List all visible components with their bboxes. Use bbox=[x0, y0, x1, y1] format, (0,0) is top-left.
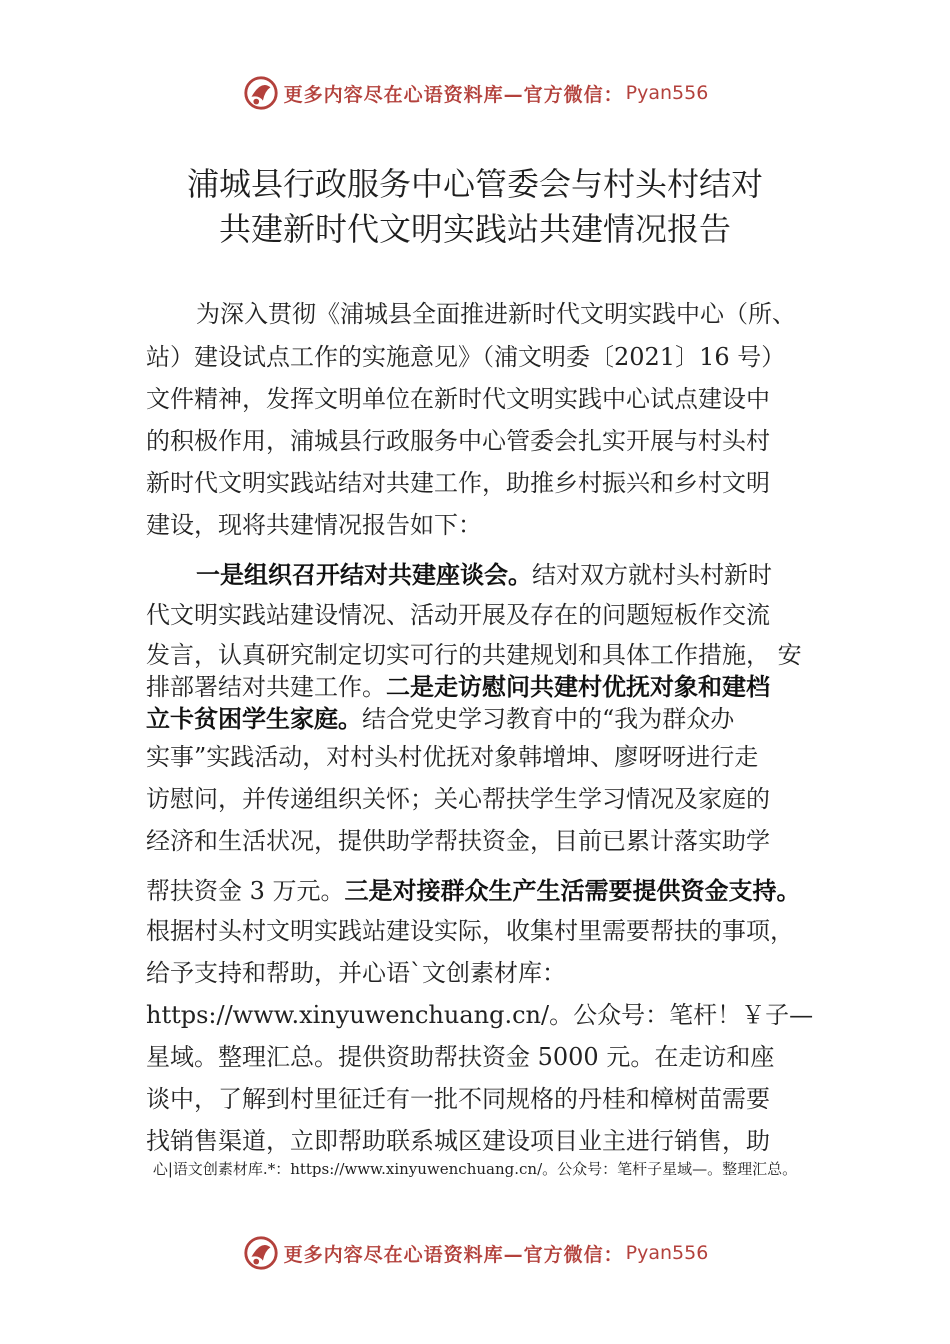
section1-heading: 一是组织召开结对共建座谈会。 bbox=[196, 561, 532, 589]
banner-wechat-id: Pyan556 bbox=[625, 82, 709, 104]
section2-line-3: 访慰问，并传递组织关怀；关心帮扶学生学习情况及家庭的 bbox=[146, 785, 770, 813]
section3-line-2: 给予支持和帮助，并心语`文创素材库： bbox=[146, 959, 566, 987]
section1-line-2: 代文明实践站建设情况、活动开展及存在的问题短板作交流 bbox=[146, 601, 770, 629]
section2-text-1: 结合党史学习教育中的“我为群众办 bbox=[362, 705, 735, 733]
header-banner bbox=[0, 68, 950, 118]
intro-line-5: 新时代文明实践站结对共建工作，助推乡村振兴和乡村文明 bbox=[146, 469, 770, 497]
section1-line-4 bbox=[146, 670, 770, 704]
logo-icon bbox=[242, 74, 280, 112]
section2-line-5 bbox=[146, 874, 801, 908]
section3-line-5: 谈中，了解到村里征迁有一批不同规格的丹桂和樟树苗需要 bbox=[146, 1085, 770, 1113]
section1-line-3: 发言，认真研究制定切实可行的共建规划和具体工作措施， 安 bbox=[146, 641, 802, 669]
logo-icon bbox=[242, 1234, 280, 1272]
intro-line-6: 建设，现将共建情况报告如下： bbox=[146, 511, 482, 539]
section3-heading: 三是对接群众生产生活需要提供资金支持。 bbox=[344, 877, 801, 905]
title-line-2: 共建新时代文明实践站共建情况报告 bbox=[218, 210, 731, 248]
intro-line-4: 的积极作用，浦城县行政服务中心管委会扎实开展与村头村 bbox=[146, 427, 770, 455]
banner-text: 更多内容尽在心语资料库—官方微信： bbox=[283, 1243, 624, 1266]
intro-line-2: 站）建设试点工作的实施意见》（浦文明委〔2021〕16 号） bbox=[146, 343, 786, 371]
section2-heading-part1: 二是走访慰问共建村优抚对象和建档 bbox=[386, 673, 770, 701]
footnote: 心|语文创素材库.*：https://www.xinyuwenchuang.cn/。公众号：笔杆子星域—。整理汇总。 bbox=[152, 1160, 798, 1178]
title-line-1: 浦城县行政服务中心管委会与村头村结对 bbox=[186, 165, 763, 203]
banner-text: 更多内容尽在心语资料库—官方微信： bbox=[283, 83, 624, 106]
section1-text-1: 结对双方就村头村新时 bbox=[532, 561, 772, 589]
section3-line-4: 星域。整理汇总。提供资助帮扶资金 5000 元。在走访和座 bbox=[146, 1043, 775, 1071]
section2-line-4: 经济和生活状况，提供助学帮扶资金，目前已累计落实助学 bbox=[146, 827, 770, 855]
section2-line-2: 实事”实践活动，对村头村优抚对象韩增坤、廖呀呀进行走 bbox=[146, 743, 759, 771]
intro-line-3: 文件精神，发挥文明单位在新时代文明实践中心试点建设中 bbox=[146, 385, 770, 413]
footer-banner bbox=[0, 1228, 950, 1278]
banner-wechat-id: Pyan556 bbox=[625, 1242, 709, 1264]
section3-line-3: https://www.xinyuwenchuang.cn/。公众号：笔杆！￥子— bbox=[146, 1001, 814, 1029]
section3-line-1: 根据村头村文明实践站建设实际，收集村里需要帮扶的事项， bbox=[146, 917, 794, 945]
section2-line-1 bbox=[146, 702, 734, 736]
section2-tail: 帮扶资金 3 万元。 bbox=[146, 877, 345, 905]
section1-tail: 排部署结对共建工作。 bbox=[146, 673, 386, 701]
document-title bbox=[0, 162, 950, 252]
section3-line-6: 找销售渠道，立即帮助联系城区建设项目业主进行销售，助 bbox=[146, 1127, 770, 1155]
section1-line-1 bbox=[196, 558, 772, 592]
section2-heading-part2: 立卡贫困学生家庭。 bbox=[146, 705, 362, 733]
intro-line-1: 为深入贯彻《浦城县全面推进新时代文明实践中心（所、 bbox=[196, 300, 796, 328]
